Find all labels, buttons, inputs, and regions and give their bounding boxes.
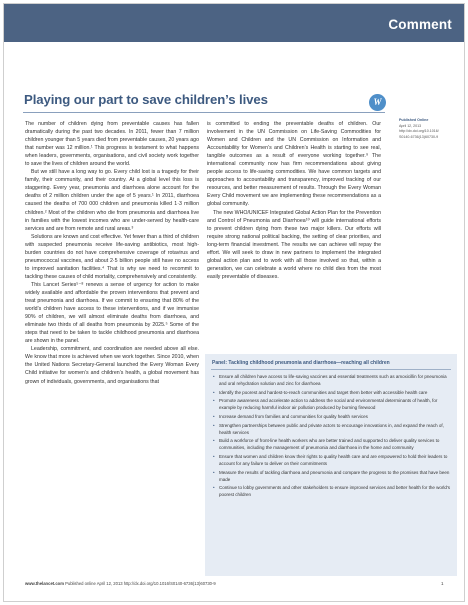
publication-info-line: S0140-6736(13)60730-9	[399, 134, 439, 139]
panel-divider	[211, 369, 451, 370]
body-paragraph: is committed to ending the preventable deaths of children. Our involvement in the UN Commission on Life-Saving Commodities for Women and Children and the UN Commission on Information and Accountability for Women’s and Children’s Health is starting to see real, tangible outcomes as a result of everyone working together.⁹ The international community now has firm recommendations about giving people access to life-saving commodities. We have common targets and approaches to accountability and transparency, improved tracking of our resources, and better measurement of results. Through the Every Woman Every Child movement we are implementing these recommendations as a global community.	[207, 121, 381, 208]
section-label: Comment	[388, 17, 452, 32]
publication-info-line: Published Online	[399, 118, 429, 122]
panel-list-item: • Ensure that women and children know their rights to quality health care and are empowered to hold their leaders to account for any failure to deliver on their commitments	[213, 453, 451, 467]
footer-citation: Published online April 12, 2013 http://dx.doi.org/10.1016/S0140-6736(13)60730-9	[63, 581, 216, 586]
body-paragraph: Leadership, commitment, and coordination are needed above all else. We know that more is achieved when we work together. Since 2010, when the United Nations Secretary-General launched the Every Woman Every Child initiative for women’s and children’s health, a global movement has grown of individuals, governments, and organisations that	[25, 346, 199, 385]
panel-list-item: • Promote awareness and accelerate action to address the social and environmental determinants of health, for example by reducing harmful indoor air pollution produced by burning firewood	[213, 397, 451, 411]
body-paragraph: But we still have a long way to go. Every child lost is a tragedy for their family, their community, and their country. At a global level this loss is staggering. Every year, pneumonia and diarrhoea alone account for the deaths of 2 million children under the age of 5 years.¹ In 2011, diarrhoea caused the deaths of 700 000 children and pneumonia killed 1·3 million children.² Most of the children who die from pneumonia and diarrhoea live in families with the lowest incomes who are under-served by health-care services and are from remote and rural areas.³	[25, 169, 199, 232]
panel-list-item: • Identify the poorest and hardest-to-reach communities and target them better with accessible health care	[213, 389, 451, 396]
title-divider	[23, 112, 385, 113]
panel-list-item: • Build a workforce of front-line health workers who are better trained and supported to deliver quality services to communities, including the management of pneumonia and diarrhoea in the home and community	[213, 437, 451, 451]
panel-list	[213, 373, 451, 500]
panel-list-item: • Strengthen partnerships between public and private actors to encourage innovations in, and expand the reach of, health services	[213, 422, 451, 436]
panel-list-item: • Increase demand from families and communities for quality health services	[213, 413, 451, 420]
panel-list-item: • Continue to lobby governments and other stakeholders to ensure improved services and better health for the world’s poorest children	[213, 484, 451, 498]
publisher-logo-icon: W	[369, 94, 386, 111]
panel-list-item: • Measure the results of tackling diarrhoea and pneumonia and compare the progress to the promises that have been made	[213, 469, 451, 483]
body-paragraph: The number of children dying from preventable causes has fallen dramatically during the past two decades. In 2011, fewer than 7 million children younger than 5 years died from preventable causes, 20 years ago that number was 12 million.¹ This progress is testament to what happens when leaders, governments, organisations, and civil society work together to save the lives of children around the world.	[25, 121, 199, 168]
body-paragraph: The new WHO/UNICEF Integrated Global Action Plan for the Prevention and Control of Pneumonia and Diarrhoea¹⁰ will guide international efforts to prevent children dying from these two major killers. Our efforts will require strong national political backing, the setting of clear priorities, and long-term financial investment. The results we can achieve will repay the effort. We will seek to draw in new partners to implement the integrated global action plan and to work with all those involved so that, within a generation, we can celebrate a world where no child dies from the most easily preventable of diseases.	[207, 209, 381, 280]
page-footer	[25, 581, 216, 586]
body-paragraph: This Lancet Series⁵⁻⁸ renews a sense of urgency for action to make widely available and affordable the proven interventions that prevent and treat pneumonia and diarrhoea. If we commit to ensuring that 80% of the world’s children have access to these interventions, and if we immunise 90% of children, we will almost eliminate deaths from diarrhoea, and eliminate two thirds of all deaths from pneumonia by 2025.⁵ Some of the steps that need to be taken to tackle childhood pneumonia and diarrhoea are shown in the panel.	[25, 281, 199, 345]
publication-info	[399, 118, 459, 140]
left-column	[25, 120, 199, 386]
publication-info-line: http://dx.doi.org/10.1016/	[399, 129, 439, 134]
body-paragraph: Solutions are known and cost effective. Yet fewer than a third of children with suspected pneumonia receive life-saving antibiotics, most high-burden countries do not have comprehensive coverage of rotavirus and pneumococcal vaccines, and about 2·5 billion people still have no access to improved sanitation facilities.⁴ That is why we need to recommit to tackling these causes of child mortality, comprehensively and consistently.	[25, 233, 199, 280]
page-number: 1	[441, 581, 444, 586]
info-panel	[205, 354, 457, 576]
section-banner	[4, 4, 464, 42]
panel-title: Panel: Tackling childhood pneumonia and diarrhoea—reaching all children	[212, 360, 390, 366]
panel-list-item: • Ensure all children have access to life-saving vaccines and essential treatments such as amoxicillin for pneumonia and oral rehydration solution and zinc for diarrhoea	[213, 373, 451, 387]
right-column	[207, 120, 381, 281]
article-title: Playing our part to save children’s lives	[24, 92, 268, 107]
footer-site-link[interactable]: www.thelancet.com	[25, 581, 64, 586]
publication-info-line: April 12, 2013	[399, 123, 422, 128]
journal-page	[3, 3, 465, 602]
